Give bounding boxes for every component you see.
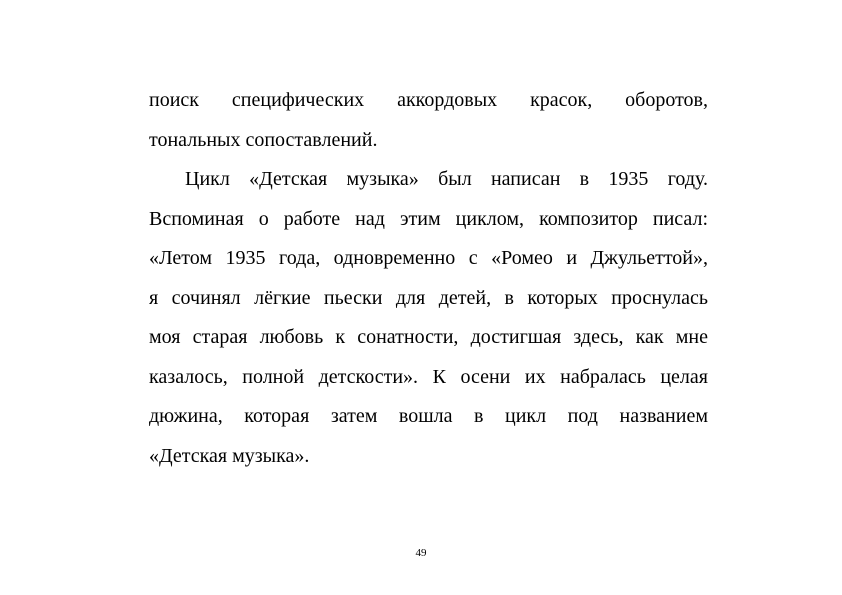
text-line: казалось, полной детскости». К осени их набралась целая (149, 365, 708, 388)
page-number: 49 (415, 547, 427, 559)
text-line: «Летом 1935 года, одновременно с «Ромео и Джульеттой», (149, 247, 708, 269)
text-line: тональных сопоставлений. (149, 128, 378, 151)
text-line: дюжина, которая затем вошла в цикл под названием (149, 405, 708, 427)
text-line: поиск специфических аккордовых красок, оборотов, (149, 89, 708, 111)
text-line: моя старая любовь к сонатности, достигшая здесь, как мне (149, 326, 708, 348)
body-text (149, 85, 708, 480)
paragraph-first-line: Цикл «Детская музыка» был написан в 1935 году. (185, 168, 708, 190)
text-line: я сочинял лёгкие пьески для детей, в которых проснулась (149, 286, 708, 309)
text-line: «Детская музыка». (149, 444, 310, 467)
text-line: Вспоминая о работе над этим циклом, композитор писал: (149, 207, 708, 230)
